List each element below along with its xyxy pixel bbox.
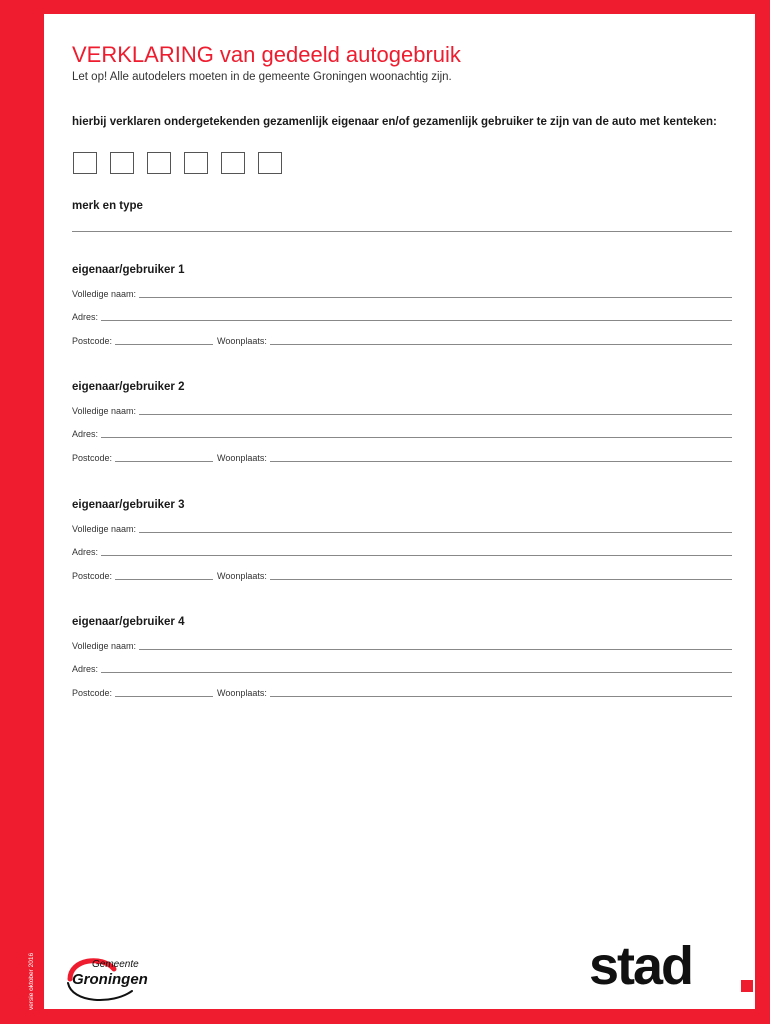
postcode-field[interactable] [115,336,213,345]
postcode-city-row [72,450,732,464]
version-label: versie oktober 2016 [28,952,35,1010]
address-field[interactable] [101,664,732,673]
address-row [72,426,732,440]
gemeente-groningen-logo [62,947,162,1005]
address-field[interactable] [101,429,732,438]
city-label: Woonplaats: [217,571,267,581]
postcode-field[interactable] [115,453,213,462]
form-sheet [44,14,755,1009]
name-row [72,286,732,300]
plate-char-box[interactable] [147,152,171,174]
declaration-text: hierbij verklaren ondergetekenden gezamenlijk eigenaar en/of gezamenlijk gebruiker te zijn van de auto met kenteken: [72,116,717,128]
city-label: Woonplaats: [217,453,267,463]
owner-title: eigenaar/gebruiker 1 [72,264,185,276]
postcode-city-row [72,685,732,699]
owner-section-2 [72,381,732,461]
name-row [72,521,732,535]
postcode-label: Postcode: [72,571,113,581]
owner-title: eigenaar/gebruiker 3 [72,499,185,511]
postcode-label: Postcode: [72,336,113,346]
owner-title: eigenaar/gebruiker 2 [72,381,185,393]
address-label: Adres: [72,547,99,557]
address-label: Adres: [72,312,99,322]
postcode-label: Postcode: [72,688,113,698]
plate-char-box[interactable] [258,152,282,174]
address-row [72,309,732,323]
residency-notice: Let op! Alle autodelers moeten in de gemeente Groningen woonachtig zijn. [72,71,452,83]
merk-type-field[interactable] [72,231,732,232]
address-field[interactable] [101,312,732,321]
name-field[interactable] [139,406,732,415]
name-field[interactable] [139,641,732,650]
city-field[interactable] [270,571,732,580]
address-label: Adres: [72,429,99,439]
name-row [72,403,732,417]
owner-section-4 [72,616,732,696]
postcode-city-row [72,568,732,582]
postcode-city-row [72,333,732,347]
plate-char-box[interactable] [73,152,97,174]
plate-char-box[interactable] [184,152,208,174]
address-row [72,661,732,675]
name-row [72,638,732,652]
city-field[interactable] [270,336,732,345]
logo-text-gemeente: Gemeente [92,959,139,970]
name-label: Volledige naam: [72,641,137,651]
city-field[interactable] [270,688,732,697]
city-label: Woonplaats: [217,336,267,346]
merk-type-label: merk en type [72,200,143,212]
postcode-label: Postcode: [72,453,113,463]
name-label: Volledige naam: [72,524,137,534]
city-label: Woonplaats: [217,688,267,698]
owner-section-1 [72,264,732,344]
name-label: Volledige naam: [72,289,137,299]
name-label: Volledige naam: [72,406,137,416]
owner-section-3 [72,499,732,579]
name-field[interactable] [139,289,732,298]
plate-char-box[interactable] [110,152,134,174]
license-plate-boxes [73,152,282,174]
postcode-field[interactable] [115,571,213,580]
address-row [72,544,732,558]
form-title: VERKLARING van gedeeld autogebruik [72,42,461,67]
logo-text-groningen: Groningen [72,971,148,988]
postcode-field[interactable] [115,688,213,697]
city-field[interactable] [270,453,732,462]
address-label: Adres: [72,664,99,674]
name-field[interactable] [139,524,732,533]
owner-title: eigenaar/gebruiker 4 [72,616,185,628]
plate-char-box[interactable] [221,152,245,174]
stad-brand: stad [589,936,693,996]
stad-dot-icon [741,980,753,992]
address-field[interactable] [101,547,732,556]
